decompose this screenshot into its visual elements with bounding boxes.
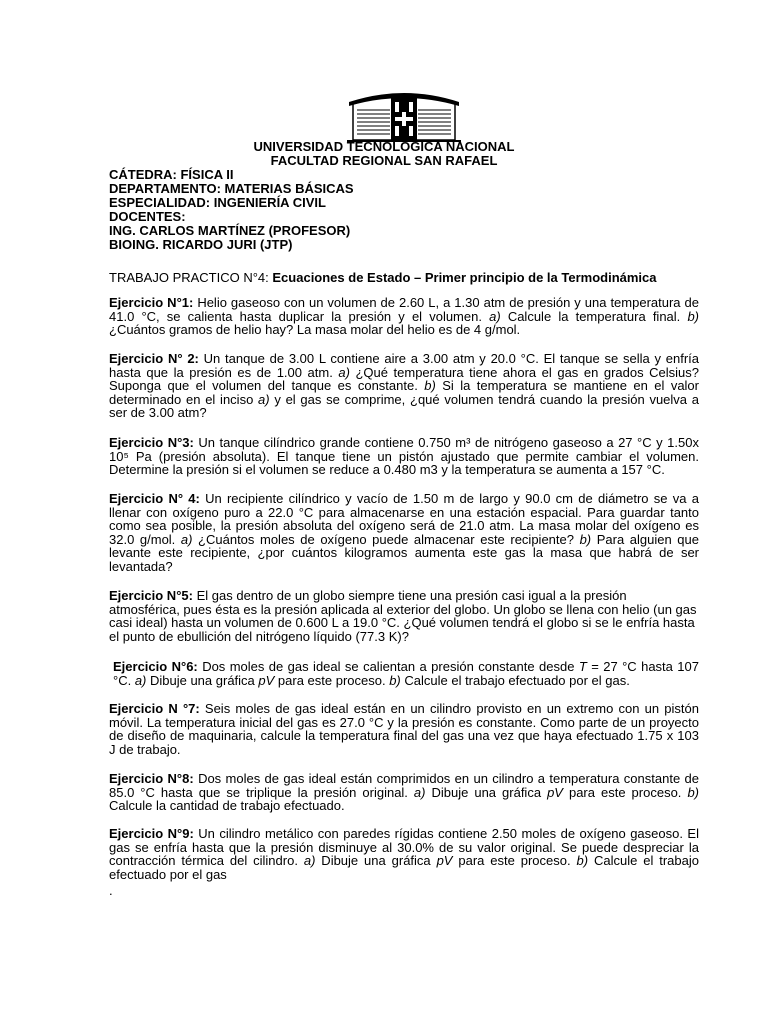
exercise-7 — [109, 702, 699, 756]
assignment-title — [109, 271, 657, 285]
exercise-8 — [109, 772, 699, 813]
exercise-4 — [109, 492, 699, 574]
assignment-title-prefix: TRABAJO PRACTICO N°4: — [109, 270, 273, 285]
exercise-label: Ejercicio N°6: — [113, 659, 198, 674]
exercise-text: Dos moles de gas ideal se calientan a presión constante desde T = 27 °C hasta 107 °C. a) Dibuje una gráfica pV para este proceso. b) Calcule el trabajo efectuado por el gas. — [113, 659, 699, 688]
exercise-text: Un cilindro metálico con paredes rígidas contiene 2.50 moles de oxígeno gaseoso. El gas se enfría hasta que la presión disminuye al 30.0% de su valor original. Se puede despreciar la contracción térmica del cilindro. a) Dibuje una gráfica pV para este proceso. b) Calcule el trabajo efectuado por el gas — [109, 826, 699, 882]
exercise-label: Ejercicio N°5: — [109, 588, 193, 603]
docente-1: ING. CARLOS MARTÍNEZ (PROFESOR) — [109, 223, 351, 238]
exercise-6 — [109, 660, 699, 687]
exercise-text: Seis moles de gas ideal están en un cilindro provisto en un extremo con un pistón móvil. La temperatura inicial del gas es 27.0 °C y la presión es constante. Como parte de un proyecto de diseño de maquinaria, calcule la temperatura final del gas una vez que haya efectuado 1.75 x 103 J de trabajo. — [109, 701, 699, 757]
document-header — [0, 140, 768, 168]
exercise-label: Ejercicio N°3: — [109, 435, 194, 450]
departamento: DEPARTAMENTO: MATERIAS BÁSICAS — [109, 181, 354, 196]
trailing-dot: . — [109, 883, 113, 898]
exercise-2 — [109, 352, 699, 420]
exercise-text: Dos moles de gas ideal están comprimidos en un cilindro a temperatura constante de 85.0 °C hasta que se triplique la presión original. a) Dibuje una gráfica pV para este proceso. b) Calcule la cantidad de trabajo efectuado. — [109, 771, 699, 814]
exercise-label: Ejercicio N°8: — [109, 771, 194, 786]
utn-logo — [345, 86, 463, 146]
exercise-text: Un recipiente cilíndrico y vacío de 1.50 m de largo y 90.0 cm de diámetro se va a llenar con oxígeno puro a 22.0 °C para almacenarse en una estación espacial. Para guardar tanto como sea posible, la presión absoluta del oxígeno será de 21.0 atm. La masa molar del oxígeno es 32.0 g/mol. a) ¿Cuántos moles de oxígeno puede almacenar este recipiente? b) Para alguien que levante este recipiente, ¿por cuántos kilogramos aumenta este gas la masa que habrá de ser levantada? — [109, 491, 699, 574]
catedra: CÁTEDRA: FÍSICA II — [109, 167, 234, 182]
exercise-text: Un tanque cilíndrico grande contiene 0.750 m³ de nitrógeno gaseoso a 27 °C y 1.50x 10⁵ Pa (presión absoluta). El tanque tiene un pistón ajustado que permite cambiar el volumen. Determine la presión si el volumen se reduce a 0.480 m3 y la temperatura se aumenta a 157 °C. — [109, 435, 699, 478]
docente-2: BIOING. RICARDO JURI (JTP) — [109, 237, 293, 252]
exercise-label: Ejercicio N °7: — [109, 701, 200, 716]
exercise-label: Ejercicio N°9: — [109, 826, 194, 841]
exercise-label: Ejercicio N° 2: — [109, 351, 199, 366]
course-info — [109, 168, 354, 252]
exercise-label: Ejercicio N° 4: — [109, 491, 200, 506]
docentes-label: DOCENTES: — [109, 209, 186, 224]
exercise-5 — [109, 589, 699, 643]
especialidad: ESPECIALIDAD: INGENIERÍA CIVIL — [109, 195, 326, 210]
exercise-text: El gas dentro de un globo siempre tiene una presión casi igual a la presión atmosférica, pues ésta es la presión aplicada al exterior del globo. Un globo se llena con helio (un gas casi ideal) hasta un volumen de 0.600 L a 19.0 °C. ¿Qué volumen tendrá el globo si se le enfría hasta el punto de ebullición del nitrógeno líquido (77.3 K)? — [109, 588, 697, 644]
exercise-9 — [109, 827, 699, 881]
exercise-text: Helio gaseoso con un volumen de 2.60 L, a 1.30 atm de presión y una temperatura de 41.0 °C, se calienta hasta duplicar la presión y el volumen. a) Calcule la temperatura final. b) ¿Cuántos gramos de helio hay? La masa molar del helio es de 4 g/mol. — [109, 295, 699, 338]
university-name: UNIVERSIDAD TECNOLÓGICA NACIONAL — [253, 139, 515, 154]
exercise-text: Un tanque de 3.00 L contiene aire a 3.00 atm y 20.0 °C. El tanque se sella y enfría hasta que la presión es de 1.00 atm. a) ¿Qué temperatura tiene ahora el gas en grados Celsius? Suponga que el volumen del tanque es constante. b) Si la temperatura se mantiene en el valor determinado en el inciso a) y el gas se comprime, ¿qué volumen tendrá cuando la presión vuelva a ser de 3.00 atm? — [109, 351, 699, 421]
exercise-1 — [109, 296, 699, 337]
exercise-label: Ejercicio N°1: — [109, 295, 194, 310]
assignment-title-topic: Ecuaciones de Estado – Primer principio de la Termodinámica — [272, 270, 657, 285]
faculty-name: FACULTAD REGIONAL SAN RAFAEL — [270, 153, 498, 168]
exercise-3 — [109, 436, 699, 477]
